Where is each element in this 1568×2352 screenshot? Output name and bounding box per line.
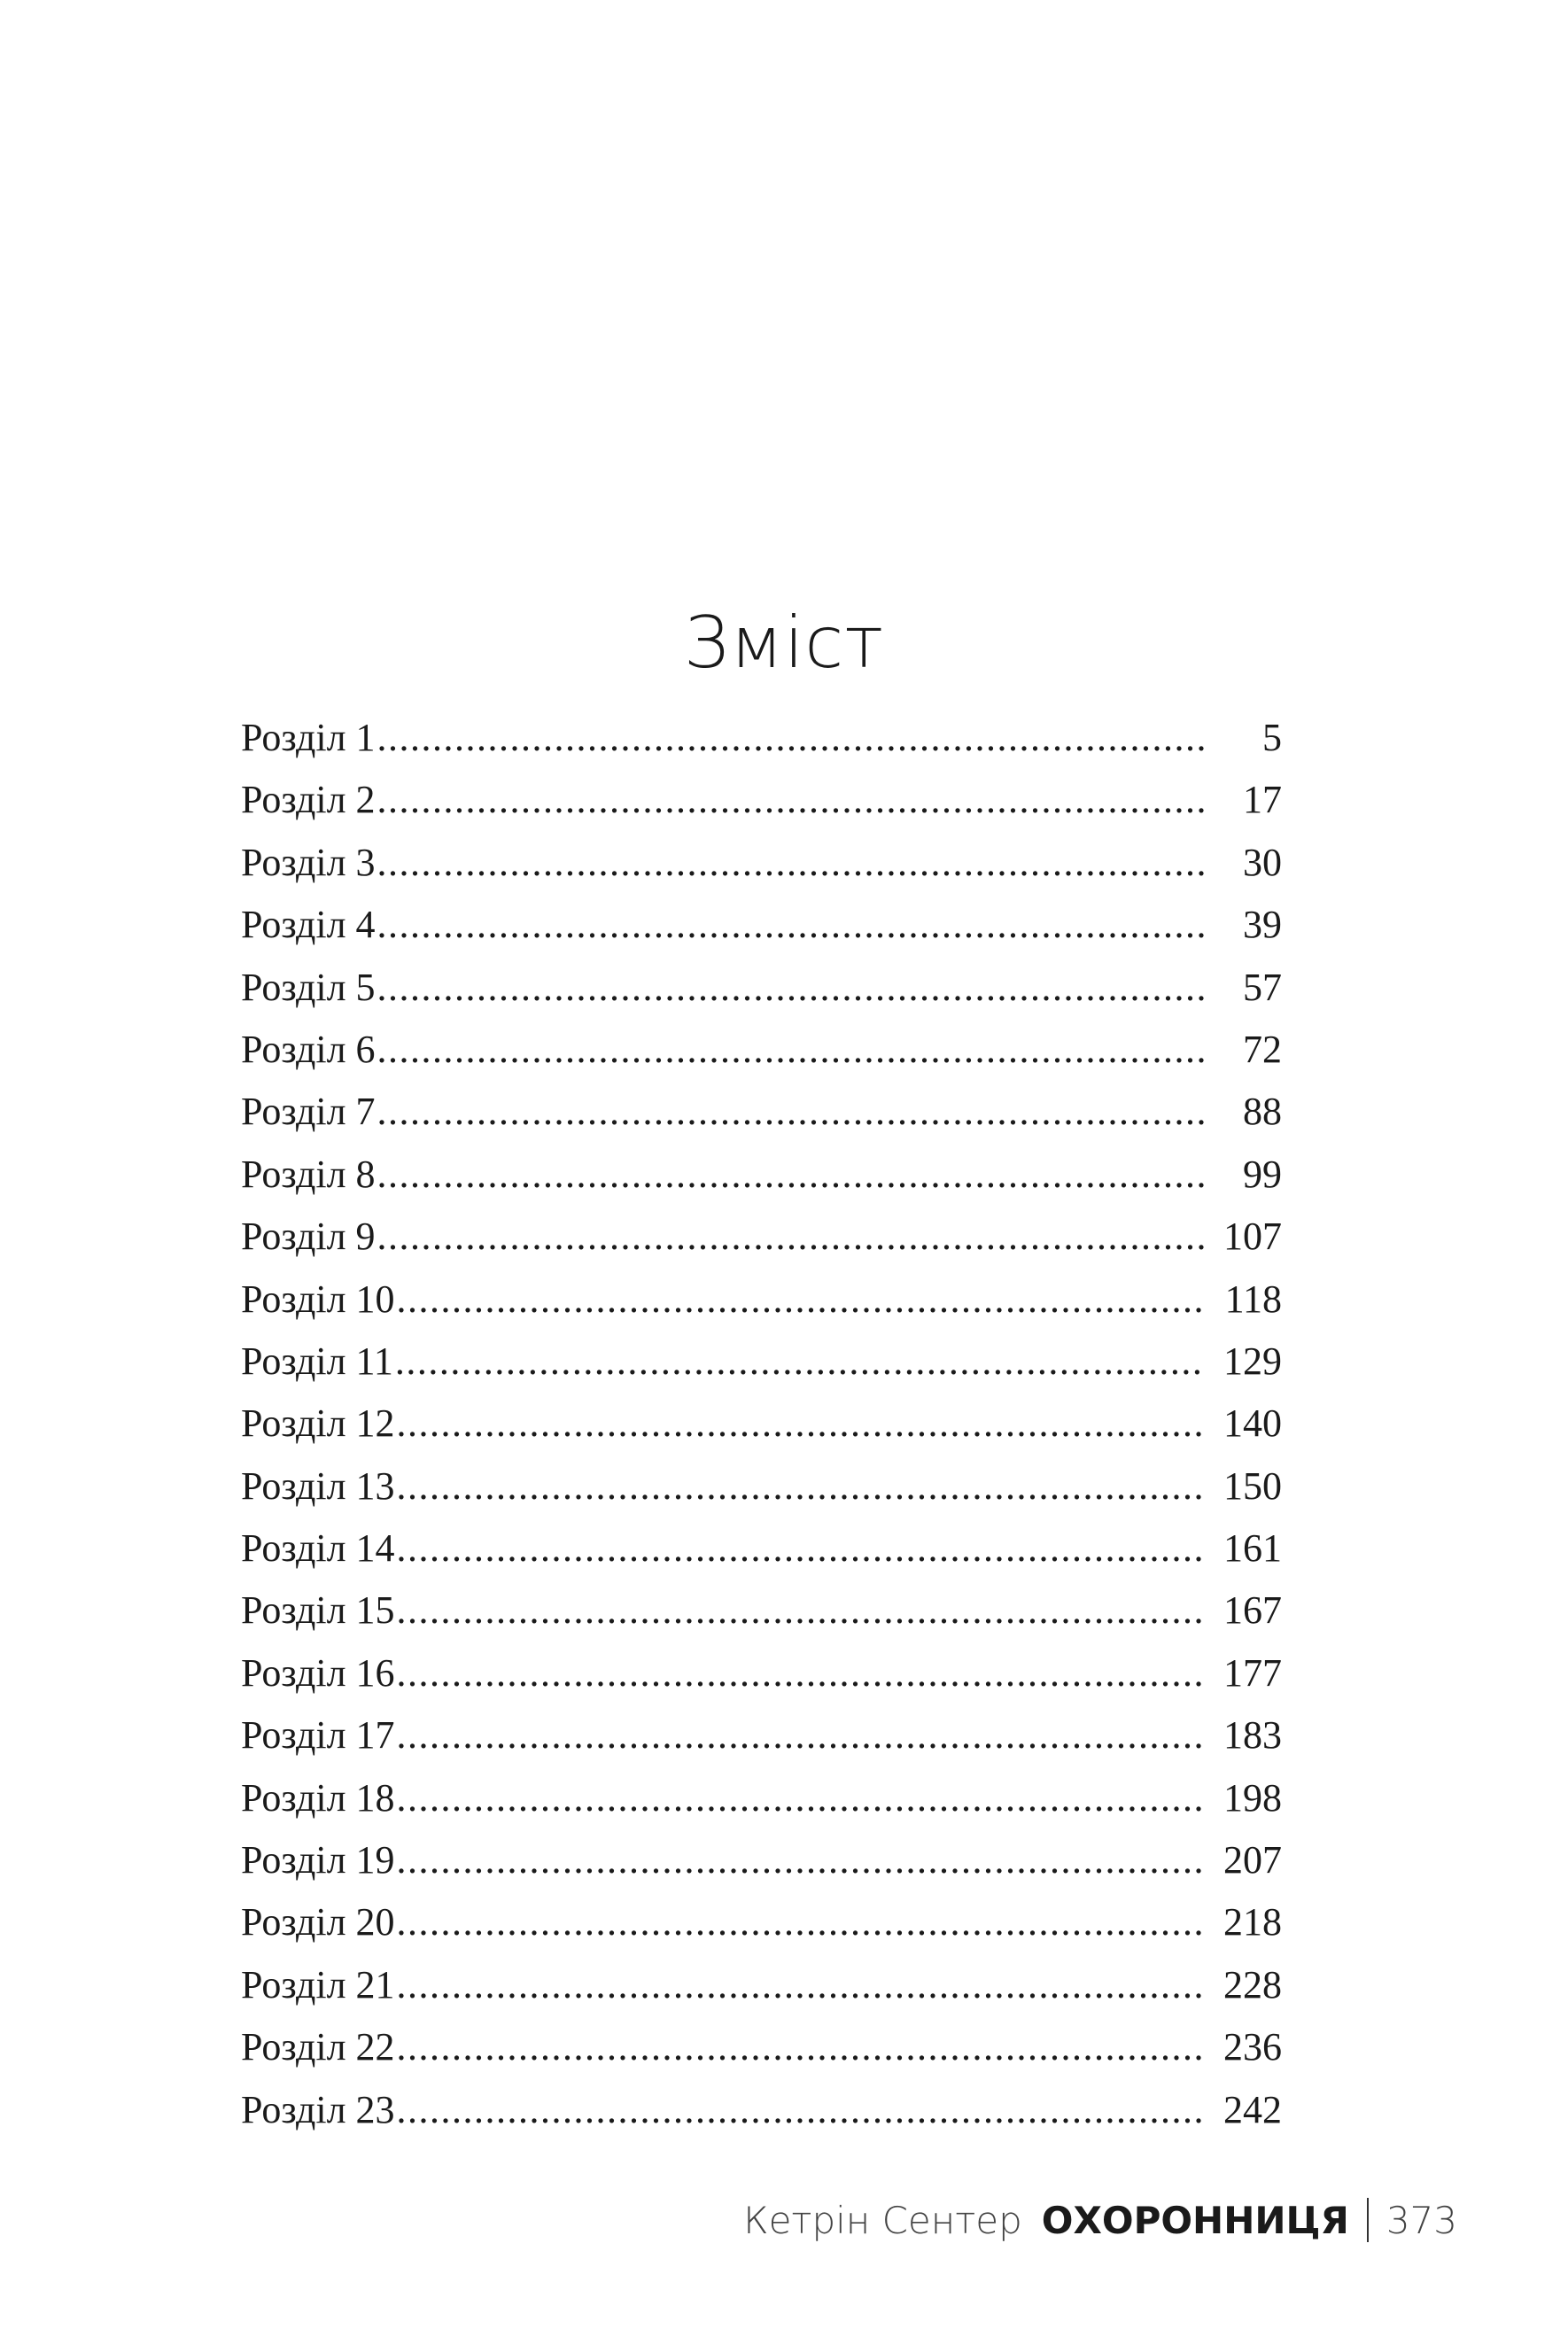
toc-entry[interactable] [241,1081,1282,1143]
toc-dot-leader [377,1144,1206,1206]
page-title: Зміст [683,601,885,684]
table-of-contents [241,707,1282,2141]
toc-entry[interactable] [241,832,1282,894]
toc-entry-label: Розділ 11 [241,1339,393,1383]
toc-entry-label: Розділ 10 [241,1277,395,1321]
toc-dot-leader [397,1580,1206,1642]
toc-entry-page: 88 [1243,1090,1282,1134]
toc-dot-leader [397,1704,1206,1766]
footer-divider [1367,2198,1369,2242]
toc-entry[interactable] [241,1206,1282,1268]
toc-entry[interactable] [241,1331,1282,1393]
toc-entry-page: 17 [1243,778,1282,822]
toc-dot-leader [397,1518,1206,1580]
toc-entry[interactable] [241,2079,1282,2141]
toc-entry[interactable] [241,1891,1282,1953]
toc-entry-label: Розділ 1 [241,716,376,759]
toc-entry-label: Розділ 21 [241,1962,395,2007]
toc-dot-leader [377,957,1206,1019]
toc-entry-label: Розділ 5 [241,965,376,1009]
toc-entry[interactable] [241,2016,1282,2078]
toc-entry[interactable] [241,707,1282,769]
toc-entry-page: 30 [1243,840,1282,884]
toc-entry-label: Розділ 13 [241,1463,395,1508]
toc-entry[interactable] [241,769,1282,831]
toc-entry[interactable] [241,1829,1282,1891]
toc-entry-label: Розділ 6 [241,1027,376,1071]
toc-entry[interactable] [241,957,1282,1019]
toc-dot-leader [377,1081,1206,1143]
toc-dot-leader [397,2016,1206,2078]
toc-dot-leader [397,1455,1206,1518]
toc-dot-leader [377,707,1206,769]
toc-entry-page: 236 [1223,2025,1282,2069]
toc-entry[interactable] [241,1704,1282,1766]
toc-entry[interactable] [241,1269,1282,1331]
toc-dot-leader [397,2079,1206,2141]
toc-entry[interactable] [241,1580,1282,1642]
toc-entry-page: 140 [1223,1401,1282,1446]
toc-dot-leader [377,769,1206,831]
toc-entry-page: 207 [1223,1838,1282,1882]
toc-dot-leader [397,1891,1206,1953]
toc-entry-page: 167 [1223,1588,1282,1633]
toc-dot-leader [377,894,1206,956]
footer-author: Кетрін Сентер [743,2198,1022,2242]
toc-entry-page: 228 [1223,1962,1282,2007]
toc-dot-leader [377,1206,1206,1268]
toc-entry-page: 107 [1223,1215,1282,1259]
toc-dot-leader [397,1269,1206,1331]
toc-entry-label: Розділ 3 [241,840,376,884]
toc-entry-page: 72 [1243,1027,1282,1071]
toc-entry-page: 177 [1223,1650,1282,1695]
toc-entry[interactable] [241,1144,1282,1206]
toc-entry-label: Розділ 14 [241,1526,395,1571]
toc-entry[interactable] [241,1642,1282,1704]
footer-book-title: ОХОРОННИЦЯ [1041,2198,1349,2242]
toc-entry-label: Розділ 9 [241,1215,376,1259]
toc-entry-label: Розділ 17 [241,1713,395,1758]
running-footer [743,2185,1457,2255]
footer-page-number: 373 [1386,2198,1457,2242]
toc-dot-leader [395,1331,1206,1393]
toc-entry-label: Розділ 8 [241,1152,376,1196]
toc-entry[interactable] [241,1019,1282,1081]
toc-entry-label: Розділ 4 [241,903,376,947]
toc-entry-label: Розділ 12 [241,1401,395,1446]
toc-entry-label: Розділ 19 [241,1838,395,1882]
toc-dot-leader [397,1954,1206,2016]
toc-entry[interactable] [241,1518,1282,1580]
toc-entry-label: Розділ 15 [241,1588,395,1633]
toc-entry-label: Розділ 18 [241,1775,395,1820]
toc-entry[interactable] [241,894,1282,956]
toc-dot-leader [377,1019,1206,1081]
toc-entry-page: 242 [1223,2087,1282,2131]
toc-dot-leader [397,1642,1206,1704]
toc-entry-page: 161 [1223,1526,1282,1571]
toc-entry[interactable] [241,1767,1282,1829]
toc-entry-page: 99 [1243,1152,1282,1196]
toc-entry-page: 5 [1262,716,1282,759]
toc-dot-leader [397,1829,1206,1891]
toc-entry-page: 57 [1243,965,1282,1009]
toc-entry-page: 150 [1223,1463,1282,1508]
toc-entry[interactable] [241,1954,1282,2016]
toc-entry-page: 39 [1243,903,1282,947]
toc-dot-leader [397,1767,1206,1829]
toc-entry-page: 183 [1223,1713,1282,1758]
toc-entry-label: Розділ 7 [241,1090,376,1134]
toc-entry-label: Розділ 22 [241,2025,395,2069]
toc-dot-leader [397,1393,1206,1455]
toc-entry-page: 118 [1224,1277,1282,1321]
toc-entry-label: Розділ 16 [241,1650,395,1695]
toc-entry-page: 218 [1223,1900,1282,1944]
toc-entry-label: Розділ 23 [241,2087,395,2131]
toc-entry[interactable] [241,1455,1282,1518]
toc-entry-page: 198 [1223,1775,1282,1820]
toc-dot-leader [377,832,1206,894]
toc-entry[interactable] [241,1393,1282,1455]
toc-entry-label: Розділ 2 [241,778,376,822]
toc-entry-page: 129 [1223,1339,1282,1383]
toc-entry-label: Розділ 20 [241,1900,395,1944]
